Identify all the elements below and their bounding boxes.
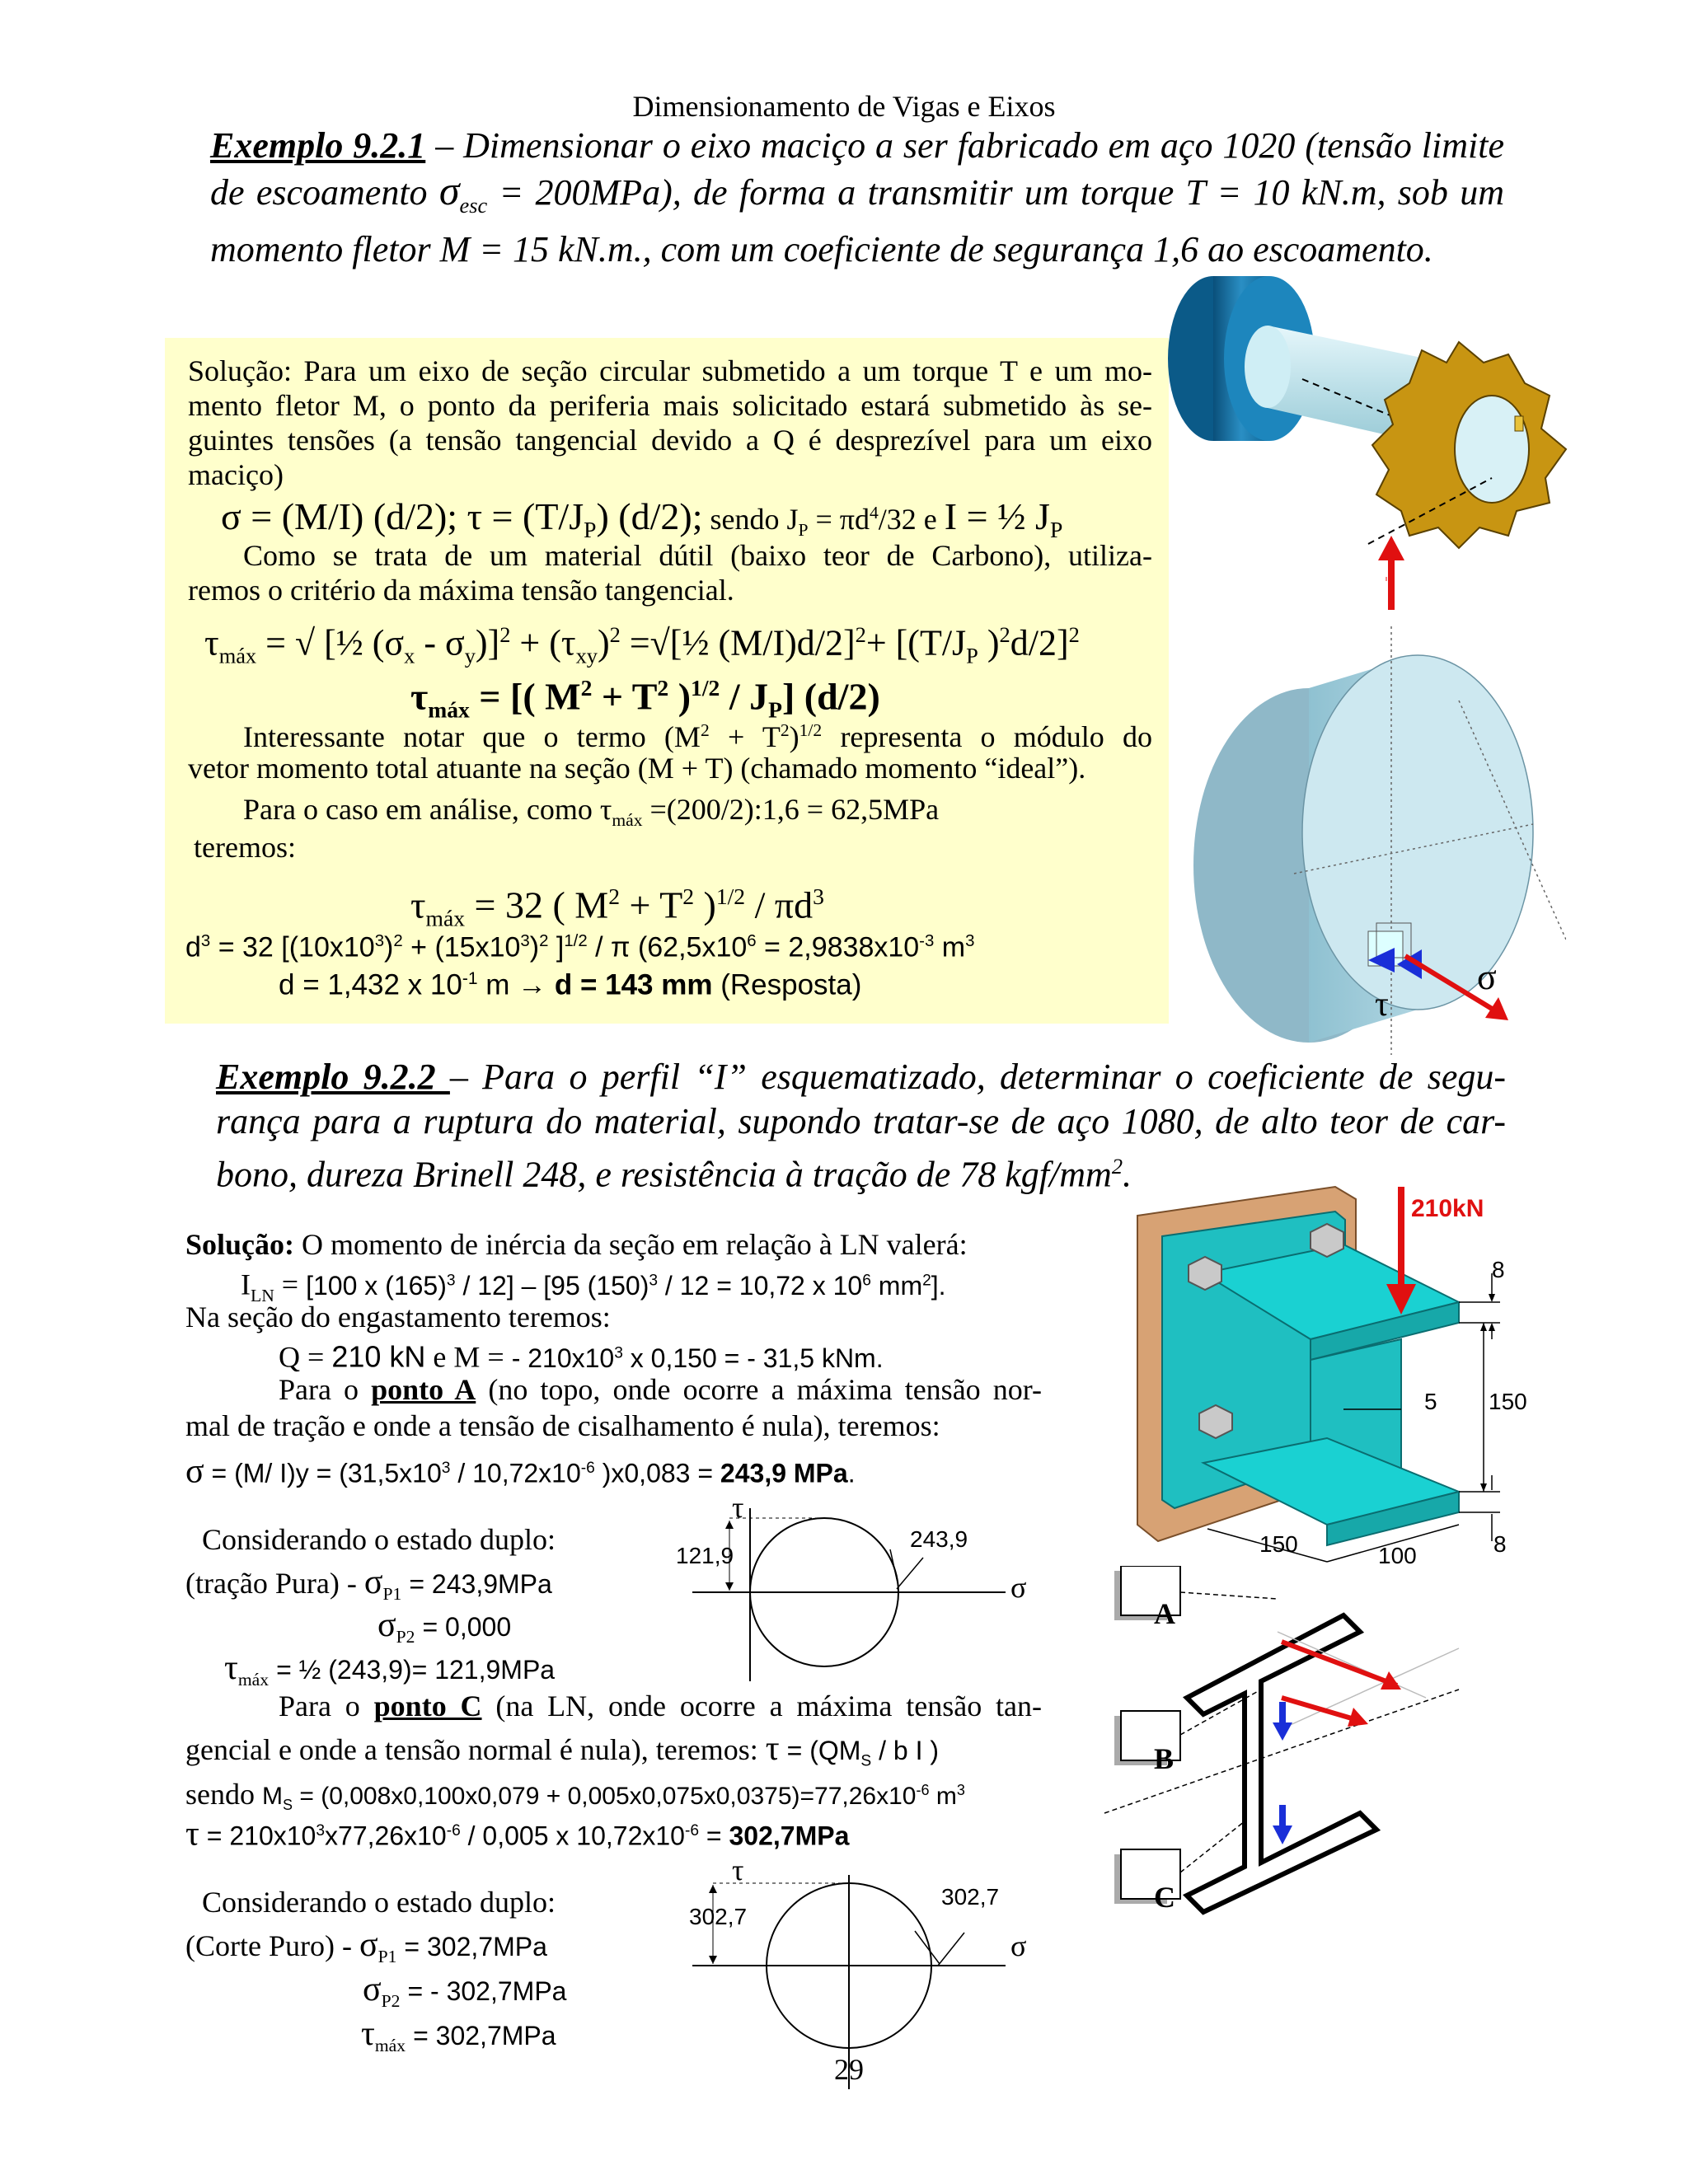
sol1-line-3: guintes tensões (a tensão tangencial devido a Q é desprezível para um eixo <box>188 424 1152 457</box>
sol2-line-18: $\sigma_{P2}$ = - 302,7MPa <box>363 1971 567 2012</box>
page-header: Dimensionamento de Vigas e Eixos <box>632 90 1056 123</box>
sol2-line-17: (Corte Puro) - $\sigma_{P1} = 302,7MPa$ <box>185 1926 547 1967</box>
beam-dim-8-top: 8 <box>1492 1257 1505 1282</box>
beam-dim-150-height: 150 <box>1489 1389 1527 1414</box>
sol2-line-2: $I_{LN} = [100$ x $(165)^3 / 12] - [95$ $(150)^3 / 12 = 10,72$ x $10^6$ $mm^2$]. <box>241 1268 946 1305</box>
sol2-line-8: Considerando o estado duplo: <box>202 1523 556 1556</box>
sol2-line-3: Na seção do engastamento teremos: <box>185 1301 611 1333</box>
sol1-formula-5: $d^3 = 32$ [$(10x10^3)^2 + (15x10^3)^2$ ]$^{1/2}$ / π ($62,5x10^6 = 2,9838x10^{-3}$ $m^3$ <box>185 931 975 963</box>
sol1-line-12: Para o caso em análise, como $\tau_{máx}$ =(200/2):1,6 = 62,5MPa <box>243 793 940 831</box>
mohr-circle-1 <box>676 1500 1022 1698</box>
mohr1-sigma: σ <box>1010 1571 1027 1604</box>
point-a-label: A <box>1154 1597 1175 1630</box>
sol1-line-7: remos o critério da máxima tensão tangencial. <box>188 574 734 607</box>
beam-dim-100-width: 100 <box>1378 1543 1417 1568</box>
mohr1-radius-label: 121,9 <box>676 1543 734 1568</box>
example-9-2-2-statement: Exemplo 9.2.2 – Para o perfil “I” esquematizado, determinar o coeficiente de segu- rança para a ruptura do material, supondo tratar-se de aço 1080, de alto teor de car- bono, dureza Brinell 248, e resistência à tração de 78 kgf/$mm^2$. <box>216 1057 1507 1195</box>
example-9-2-1-statement: Exemplo 9.2.1 – Dimensionar o eixo maciço a ser fabricado em aço 1020 (tensão limite de escoamento $\sigma_{esc} = 200MPa$), de forma a transmitir um torque T = 10 kN.m, sob um momento fletor M = 15 kN.m., com um coeficiente de segurança 1,6 ao escoamento. <box>210 125 1504 269</box>
sol1-line-2: mento fletor M, o ponto da periferia mais solicitado estará submetido às se- <box>188 389 1152 422</box>
fig1-tau-label: τ <box>1375 986 1389 1024</box>
mohr1-tau: τ <box>732 1491 744 1524</box>
sol1-line-1: Solução: Para um eixo de seção circular submetido a um torque T e um mo- <box>188 354 1152 387</box>
point-b-label: B <box>1154 1742 1175 1775</box>
sol1-line-13: teremos: <box>194 831 296 864</box>
sol1-formula-2: $\tau_{máx}$ = √ [½ $(\sigma_x - \sigma_y)]^2 + (\tau_{xy})^2$ =√[½ $(M/I)d/2]^2+ [(T/J_P$ )$^2$d/2]$^2$ <box>204 622 1080 668</box>
sol1-formula-1: σ = (M/I) (d/2); $\tau = (T/J_P)$ (d/2); sendo $J_P = \pi d^4/32$ e I = ½ $J_P$ <box>221 495 1063 543</box>
sol1-answer: d = 1,432 x $10^{-1}$ m → d = 143 mm (Resposta) <box>279 968 862 1001</box>
sol1-line-4: maciço) <box>188 458 284 491</box>
shaft-section-figure <box>1170 626 1566 1055</box>
sol2-line-11: $\tau_{máx}$ = ½ (243,9)= 121,9MPa <box>224 1649 556 1690</box>
sol2-line-13: gencial e onde a tensão normal é nula), teremos: $\tau = (QM_S / b$ I ) <box>185 1730 940 1770</box>
beam-dim-150-length: 150 <box>1259 1531 1298 1557</box>
sol2-line-19: $\tau_{máx} = 302,7MPa$ <box>361 2015 556 2056</box>
sol2-line-15: $\tau = 210x10^3x77,26x10^{-6} / 0,005$ x $10,72x10^{-6} = 302,7MPa$ <box>185 1815 850 1854</box>
sol1-line-11: vetor momento total atuante na seção (M + T) (chamado momento “ideal”). <box>188 752 1086 785</box>
shaft-gear-figure <box>1162 264 1574 626</box>
page-number: 29 <box>834 2053 864 2086</box>
sol1-line-6: Como se trata de um material dútil (baixo teor de Carbono), utiliza- <box>243 539 1152 572</box>
sol1-formula-4: $\tau_{máx} = 32$ ( $M^2 + T^2$ )$^{1/2} / \pi d^3$ <box>410 883 824 931</box>
sol2-line-5: Para o ponto A (no topo, onde ocorre a máxima tensão nor- <box>279 1373 1043 1406</box>
sol2-line-4: Q = 210 kN e M = - $210x10^3$ x 0,150 = - 31,5 kNm. <box>279 1339 884 1374</box>
sol2-line-6: mal de tração e onde a tensão de cisalhamento é nula), teremos: <box>185 1409 940 1442</box>
beam-dim-8-bottom: 8 <box>1493 1531 1507 1557</box>
beam-dim-5-web: 5 <box>1424 1389 1437 1414</box>
sol1-line-10: Interessante notar que o termo $(M^2 + T^2)^{1/2}$ representa o módulo do <box>243 720 1152 753</box>
point-c-label: C <box>1154 1881 1175 1914</box>
fig1-sigma-label: σ <box>1477 957 1497 997</box>
mohr2-radius-label: 302,7 <box>689 1904 748 1929</box>
mohr2-tau: τ <box>732 1854 744 1886</box>
mohr1-point-label: 243,9 <box>910 1526 968 1552</box>
sol2-line-14: sendo $M_S = (0,008x0,100x0,079 + 0,005x0,075x0,0375)=77,26x10^{-6}$ $m^3$ <box>185 1778 965 1813</box>
sol2-line-12: Para o ponto C (na LN, onde ocorre a máxima tensão tan- <box>279 1690 1043 1722</box>
sol1-formula-3: $\tau_{máx}$ = [( $M^2 + T^2$ )$^{1/2} / J_P$] (d/2) <box>410 675 880 723</box>
mohr2-point-label: 302,7 <box>941 1884 1000 1910</box>
mohr2-sigma: σ <box>1010 1929 1027 1962</box>
sol2-line-7: σ = (M/ $I)y = (31,5x10^3 / 10,72x10^{-6}$ )x0,083 = 243,9 MPa. <box>185 1452 856 1491</box>
sol2-line-9: (tração Pura) - $\sigma_{P1} = 243,9MPa$ <box>185 1563 552 1605</box>
sol2-line-1: Solução: O momento de inércia da seção em relação à LN valerá: <box>185 1228 968 1261</box>
sol2-line-16: Considerando o estado duplo: <box>202 1886 556 1919</box>
beam-load-label: 210kN <box>1411 1195 1484 1222</box>
sol2-line-10: $\sigma_{P2} = 0,000$ <box>377 1606 512 1647</box>
i-section-figure <box>1096 1566 1475 1994</box>
